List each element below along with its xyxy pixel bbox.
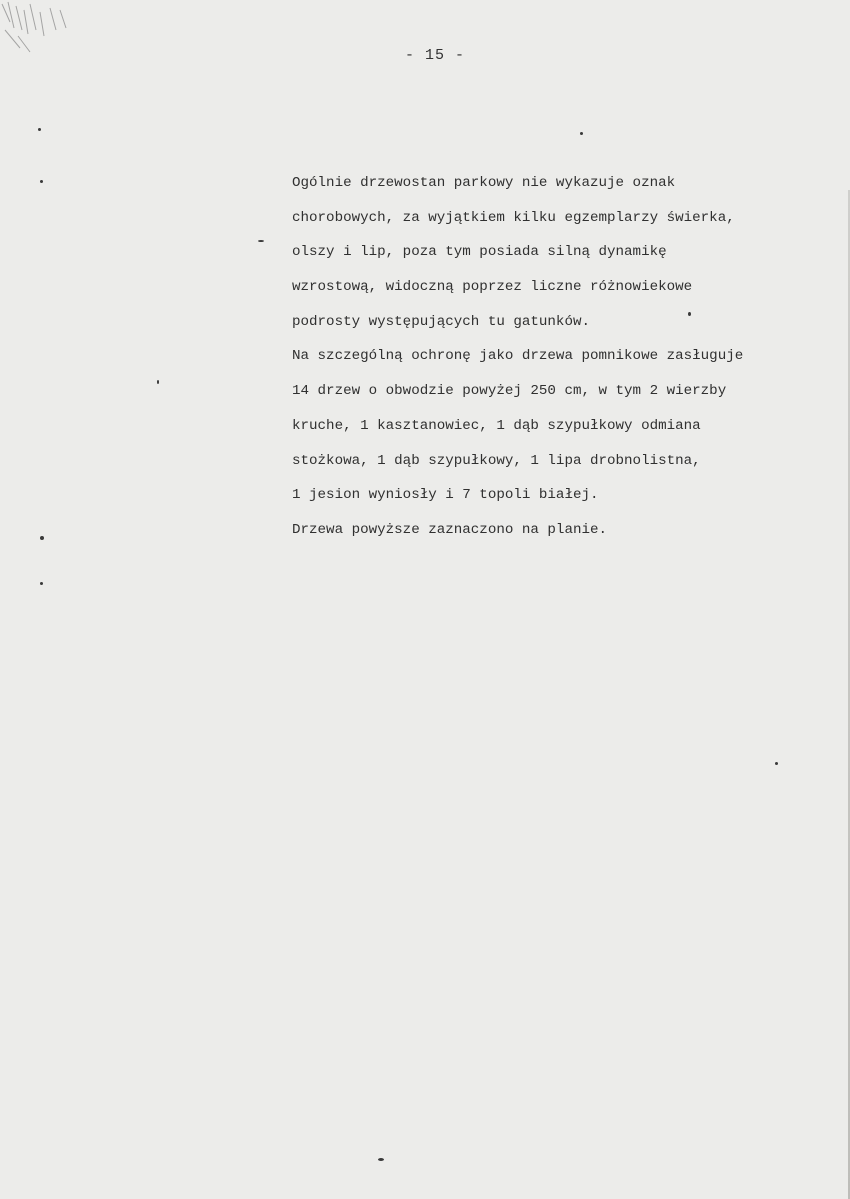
text-line: podrosty występujących tu gatunków. bbox=[292, 313, 590, 330]
text-line: stożkowa, 1 dąb szypułkowy, 1 lipa drobnolistna, bbox=[292, 452, 701, 469]
scan-speck bbox=[40, 180, 43, 183]
text-line: olszy i lip, poza tym posiada silną dynamikę bbox=[292, 244, 667, 261]
scan-speck bbox=[40, 582, 43, 585]
scan-speck bbox=[258, 240, 264, 242]
scan-speck bbox=[40, 536, 44, 540]
text-line: wzrostową, widoczną poprzez liczne różnowiekowe bbox=[292, 279, 693, 296]
body-text bbox=[292, 166, 837, 548]
page-number: - 15 - bbox=[404, 47, 465, 64]
text-line: kruche, 1 kasztanowiec, 1 dąb szypułkowy odmiana bbox=[292, 417, 701, 434]
scan-speck bbox=[157, 380, 159, 384]
scan-speck bbox=[688, 312, 691, 316]
text-line: chorobowych, za wyjątkiem kilku egzemplarzy świerka, bbox=[292, 209, 735, 226]
text-line: 14 drzew o obwodzie powyżej 250 cm, w tym 2 wierzby bbox=[292, 383, 727, 400]
text-line: 1 jesion wyniosły i 7 topoli białej. bbox=[292, 487, 599, 504]
text-line: Drzewa powyższe zaznaczono na planie. bbox=[292, 521, 608, 538]
scan-speck bbox=[775, 762, 778, 765]
scan-speck bbox=[378, 1158, 384, 1161]
scan-speck bbox=[38, 128, 41, 131]
text-line: Ogólnie drzewostan parkowy nie wykazuje oznak bbox=[292, 175, 676, 191]
scan-speck bbox=[580, 132, 583, 135]
text-line: Na szczególną ochronę jako drzewa pomnikowe zasługuje bbox=[292, 348, 744, 365]
